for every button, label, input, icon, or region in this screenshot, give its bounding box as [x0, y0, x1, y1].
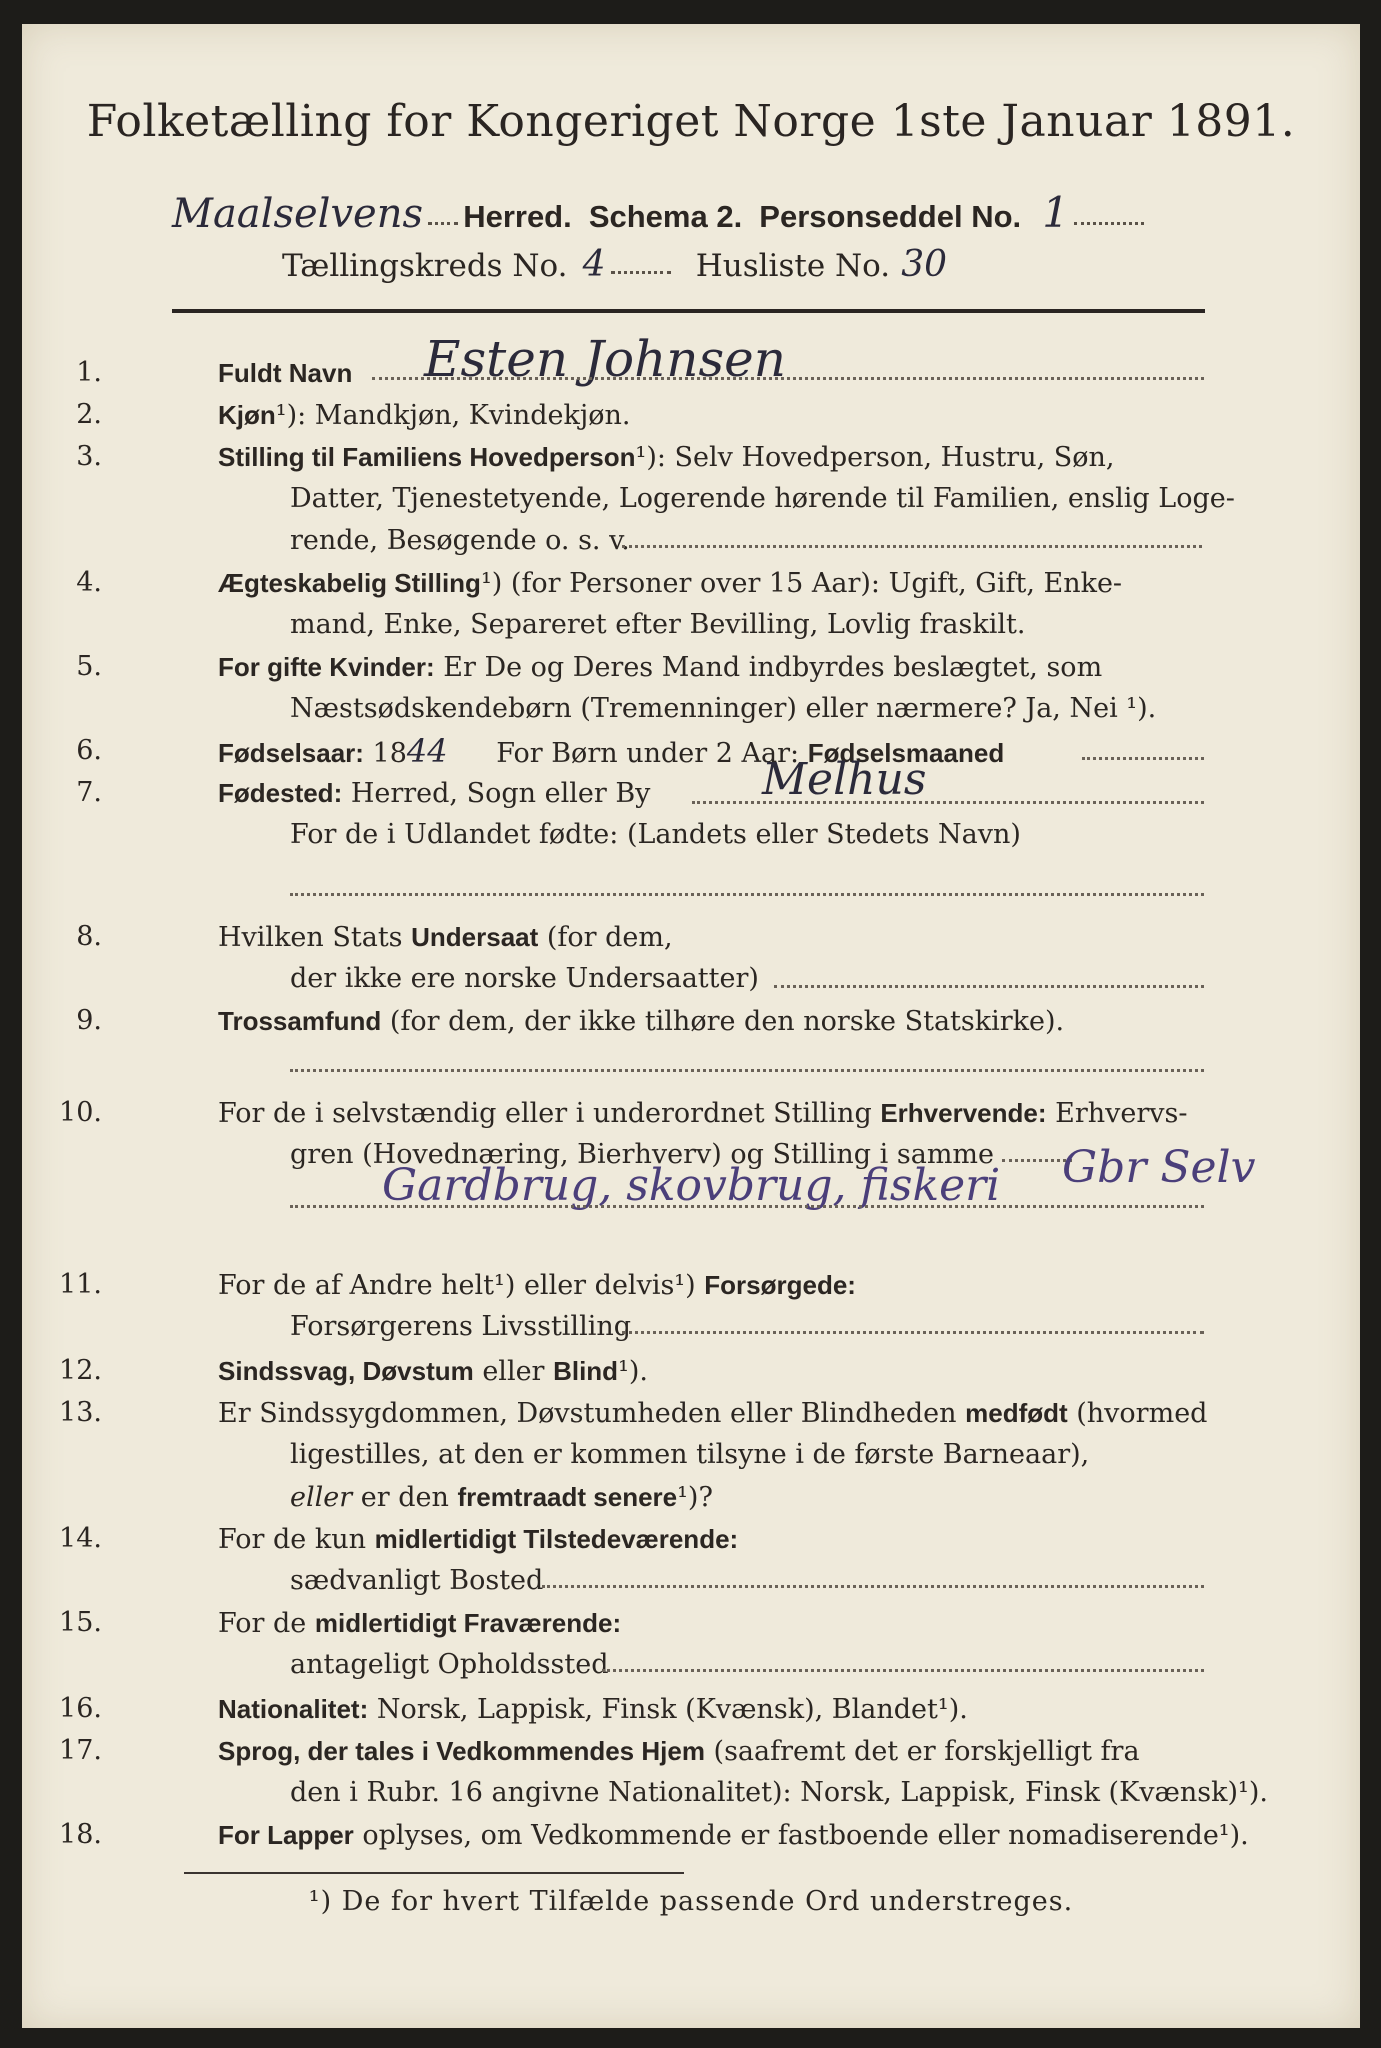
question-text: Er De og Deres Mand indbyrdes beslægtet, som	[443, 652, 1103, 683]
question-13-cont	[290, 1476, 713, 1519]
answer-name: Esten Johnsen	[424, 330, 786, 388]
question-number: 6.	[76, 735, 102, 766]
question-number: 9.	[76, 1005, 102, 1036]
dotted-line	[611, 270, 671, 274]
dotted-line	[290, 1204, 1204, 1208]
question-number: 17.	[59, 1735, 102, 1766]
question-number: 11.	[59, 1269, 102, 1300]
question-text: (saafremt det er forskjelligt fra	[713, 1736, 1140, 1767]
question-label: Ægteskabelig Stilling	[218, 568, 481, 598]
dotted-line	[1082, 756, 1204, 760]
question-label: Fødselsaar:	[218, 738, 364, 768]
question-text: eller	[290, 1482, 353, 1513]
question-number: 1.	[76, 357, 102, 388]
question-4-cont: mand, Enke, Separeret efter Bevilling, Lovlig fraskilt.	[290, 609, 1026, 640]
question-label: Blind	[553, 1356, 619, 1386]
question-number: 2.	[76, 399, 102, 430]
personseddel-label: Personseddel No.	[759, 199, 1022, 234]
question-17-cont: den i Rubr. 16 angivne Nationalitet): Norsk, Lappisk, Finsk (Kvænsk)¹).	[290, 1777, 1268, 1808]
question-number: 7.	[76, 777, 102, 808]
question-text: For Børn under 2 Aar:	[496, 738, 800, 769]
question-label: midlertidigt Tilstedeværende:	[374, 1524, 739, 1554]
question-label: Fødested:	[218, 778, 343, 808]
question-text: Erhvervs-	[1055, 1098, 1188, 1129]
footnote: ¹) De for hvert Tilfælde passende Ord understreges.	[308, 1886, 1074, 1917]
question-13-cont: ligestilles, at den er kommen tilsyne i de første Barneaar),	[290, 1439, 1090, 1470]
question-text: (for dem, der ikke tilhøre den norske Statskirke).	[389, 1006, 1065, 1037]
answer-birthplace: Melhus	[762, 754, 927, 805]
question-label: Undersaat	[411, 922, 539, 952]
question-text: (for dem,	[546, 922, 673, 953]
question-number: 16.	[59, 1693, 102, 1724]
herred-label: Herred.	[463, 199, 572, 234]
dotted-line	[602, 1668, 1204, 1672]
question-text: oplyses, om Vedkommende er fastboende eller nomadiserende¹).	[362, 1820, 1249, 1851]
footnote-rule	[184, 1872, 684, 1874]
question-label: Fødselsmaaned	[807, 738, 1005, 768]
dotted-line	[774, 984, 1204, 988]
question-label: Erhvervende:	[880, 1098, 1047, 1128]
question-text: ¹): Mandkjøn, Kvindekjøn.	[275, 400, 631, 431]
kreds-label: Tællingskreds No.	[282, 248, 568, 284]
kreds-number: 4	[582, 244, 606, 285]
question-text: Er Sindssygdommen, Døvstumheden eller Blindheden	[218, 1398, 957, 1429]
header-rule	[172, 309, 1205, 313]
question-text: For de i selvstændig eller i underordnet Stilling	[218, 1098, 872, 1129]
dotted-line	[542, 1584, 1204, 1588]
herred-name: Maalselvens	[172, 191, 423, 237]
herred-row	[172, 188, 1144, 237]
question-text: Hvilken Stats	[218, 922, 403, 953]
question-number: 3.	[76, 441, 102, 472]
question-number: 12.	[59, 1355, 102, 1386]
dotted-line	[622, 544, 1202, 548]
question-text: ¹).	[618, 1356, 649, 1387]
question-text: ¹)?	[677, 1482, 713, 1513]
question-number: 14.	[59, 1523, 102, 1554]
question-label: Sindssvag, Døvstum	[218, 1356, 474, 1386]
dotted-line	[692, 800, 1204, 804]
question-label: Fuldt Navn	[218, 358, 353, 388]
question-5-cont: Næstsødskendebørn (Tremenninger) eller nærmere? Ja, Nei ¹).	[290, 693, 1157, 724]
census-form	[22, 24, 1360, 2028]
kreds-row	[282, 244, 947, 285]
question-label: midlertidigt Fraværende:	[314, 1608, 622, 1638]
question-8-cont: der ikke ere norske Undersaatter)	[290, 963, 759, 994]
schema-label: Schema 2.	[588, 199, 743, 234]
question-label: Trossamfund	[218, 1006, 382, 1036]
dotted-line	[372, 376, 1204, 380]
husliste-label: Husliste No.	[695, 248, 891, 284]
question-label: Nationalitet:	[218, 1694, 369, 1724]
question-3-cont: Datter, Tjenestetyende, Logerende hørende til Familien, enslig Loge-	[290, 483, 1235, 514]
dotted-line	[290, 892, 1204, 896]
question-label: fremtraadt senere	[457, 1482, 678, 1512]
question-text: For de af Andre helt¹) eller delvis¹)	[218, 1270, 696, 1301]
question-number: 13.	[59, 1397, 102, 1428]
question-text: For de	[218, 1608, 307, 1639]
question-15-cont: antageligt Opholdssted	[290, 1649, 609, 1680]
question-number: 5.	[76, 651, 102, 682]
question-text: Norsk, Lappisk, Finsk (Kvænsk), Blandet¹).	[376, 1694, 968, 1725]
question-label: Kjøn	[218, 400, 276, 430]
question-text: eller	[482, 1356, 545, 1387]
question-number: 18.	[59, 1819, 102, 1850]
question-10-cont: gren (Hovednæring, Bierhverv) og Stilling i samme	[290, 1139, 995, 1170]
question-text: ¹) (for Personer over 15 Aar): Ugift, Gift, Enke-	[480, 568, 1123, 599]
question-14-cont: sædvanligt Bosted	[290, 1565, 544, 1596]
question-label: For gifte Kvinder:	[218, 652, 435, 682]
question-number: 4.	[76, 567, 102, 598]
question-label: Sprog, der tales i Vedkommendes Hjem	[218, 1736, 705, 1766]
question-label: For Lapper	[218, 1820, 354, 1850]
question-text: (hvormed	[1076, 1398, 1208, 1429]
dotted-line	[622, 1330, 1204, 1334]
question-label: Stilling til Familiens Hovedperson	[218, 442, 636, 472]
question-label: Forsørgede:	[704, 1270, 856, 1300]
question-11-cont: Forsørgerens Livsstilling	[290, 1311, 632, 1342]
answer-occupation-note: Gbr Selv	[1062, 1142, 1256, 1193]
question-number: 10.	[59, 1097, 102, 1128]
question-7-cont: For de i Udlandet fødte: (Landets eller Stedets Navn)	[290, 819, 1021, 850]
question-text: Herred, Sogn eller By	[350, 778, 651, 809]
question-text: er den	[360, 1482, 449, 1513]
answer-occupation: Gardbrug, skovbrug, fiskeri	[382, 1160, 1001, 1211]
question-number: 15.	[59, 1607, 102, 1638]
dotted-line	[1074, 221, 1144, 225]
husliste-number: 30	[901, 244, 948, 285]
dotted-line	[428, 221, 458, 225]
form-title: Folketælling for Kongeriget Norge 1ste Januar 1891.	[86, 96, 1296, 147]
question-text: For de kun	[218, 1524, 366, 1555]
question-text: ¹): Selv Hovedperson, Hustru, Søn,	[635, 442, 1115, 473]
question-3-cont: rende, Besøgende o. s. v.	[290, 525, 630, 556]
personseddel-number: 1	[1042, 188, 1069, 237]
question-number: 8.	[76, 921, 102, 952]
dotted-line	[290, 1068, 1204, 1072]
question-label: medfødt	[965, 1398, 1068, 1428]
answer-birth-year: 44	[406, 732, 448, 770]
question-text: 18	[372, 738, 407, 769]
